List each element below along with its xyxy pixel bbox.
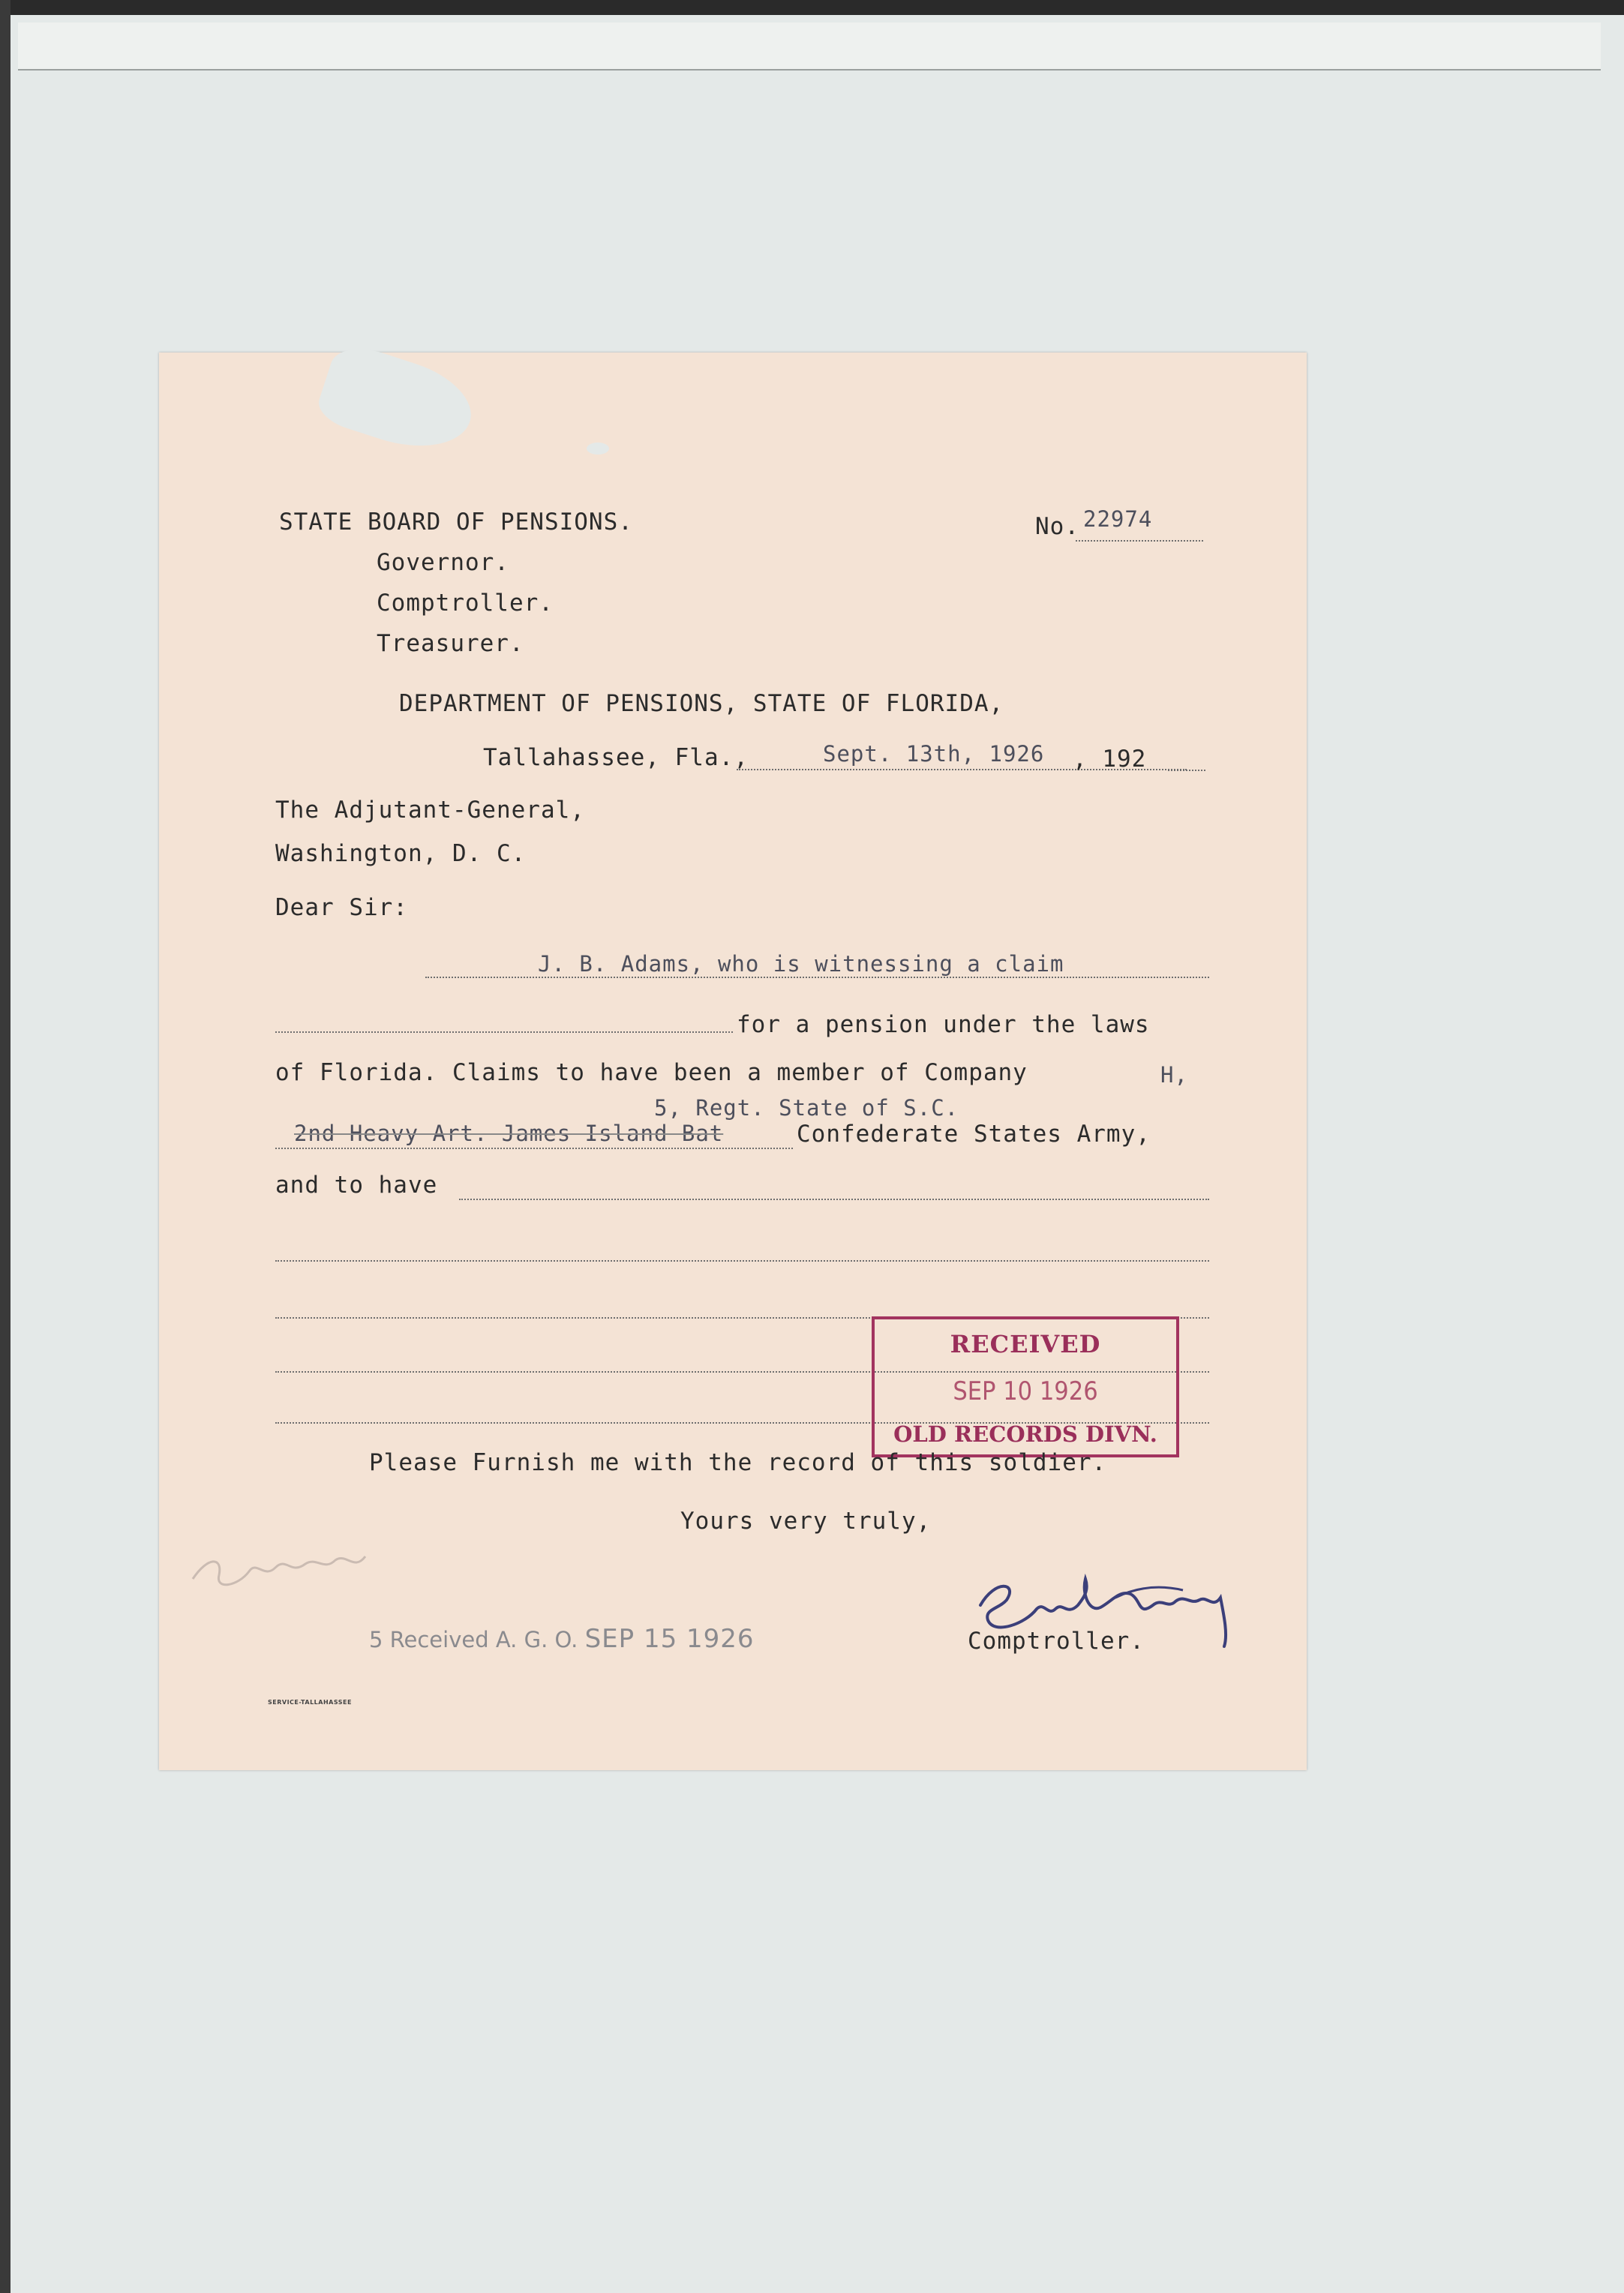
addressee-line2: Washington, D. C. [275, 840, 527, 867]
pension-letter [159, 353, 1307, 1770]
body-line1 [425, 977, 1209, 978]
pension-laws-text: for a pension under the laws [737, 1011, 1150, 1038]
body-line6 [275, 1260, 1209, 1262]
paper-hole [587, 443, 609, 455]
comptroller-title: Comptroller. [968, 1628, 1145, 1655]
scan-left-edge [0, 0, 11, 2293]
printer-mark: SERVICE-TALLAHASSEE [268, 1699, 352, 1706]
florida-claims-text: of Florida. Claims to have been a member of Company [275, 1059, 1028, 1086]
member-governor: Governor. [377, 549, 509, 576]
received-stamp [872, 1316, 1179, 1457]
year-line [1168, 770, 1205, 771]
dateline-date: Sept. 13th, 1926 [823, 741, 1045, 767]
ago-received-stamp [369, 1624, 755, 1654]
faint-signature-bleedthrough [185, 1526, 380, 1609]
regiment-text: 5, Regt. State of S.C. [654, 1095, 959, 1121]
dateline-year: , 192 [1073, 746, 1147, 773]
body-line5 [459, 1199, 1209, 1200]
addressee-line1: The Adjutant-General, [275, 797, 585, 824]
closing-text: Yours very truly, [680, 1508, 932, 1535]
unit-line [275, 1148, 793, 1149]
department-heading: DEPARTMENT OF PENSIONS, STATE OF FLORIDA, [399, 690, 1004, 717]
received-stamp-title: RECEIVED [950, 1330, 1101, 1358]
ago-prefix: 5 Received A. G. O. [369, 1627, 578, 1652]
request-text: Please Furnish me with the record of this soldier. [369, 1449, 1107, 1476]
board-name: STATE BOARD OF PENSIONS. [279, 509, 633, 536]
unit-text: 2nd Heavy Art. James Island Bat [294, 1121, 724, 1146]
scan-top-edge [0, 0, 1624, 15]
number-label: No. [1035, 513, 1079, 540]
and-to-have-text: and to have [275, 1172, 438, 1199]
body-line2 [275, 1031, 733, 1033]
scan-paper-strip [18, 23, 1601, 71]
member-treasurer: Treasurer. [377, 630, 524, 657]
confederate-text: Confederate States Army, [797, 1121, 1151, 1148]
ago-date: SEP 15 1926 [584, 1624, 755, 1654]
claimant-text: J. B. Adams, who is witnessing a claim [538, 951, 1064, 977]
dateline-place: Tallahassee, Fla., [483, 744, 749, 771]
member-comptroller: Comptroller. [377, 590, 554, 617]
received-stamp-date: SEP 10 1926 [953, 1376, 1098, 1406]
received-stamp-division: OLD RECORDS DIVN. [893, 1421, 1157, 1447]
number-value: 22974 [1083, 506, 1153, 532]
company-text: H, [1160, 1062, 1188, 1088]
number-line [1076, 540, 1203, 542]
salutation: Dear Sir: [275, 894, 408, 921]
